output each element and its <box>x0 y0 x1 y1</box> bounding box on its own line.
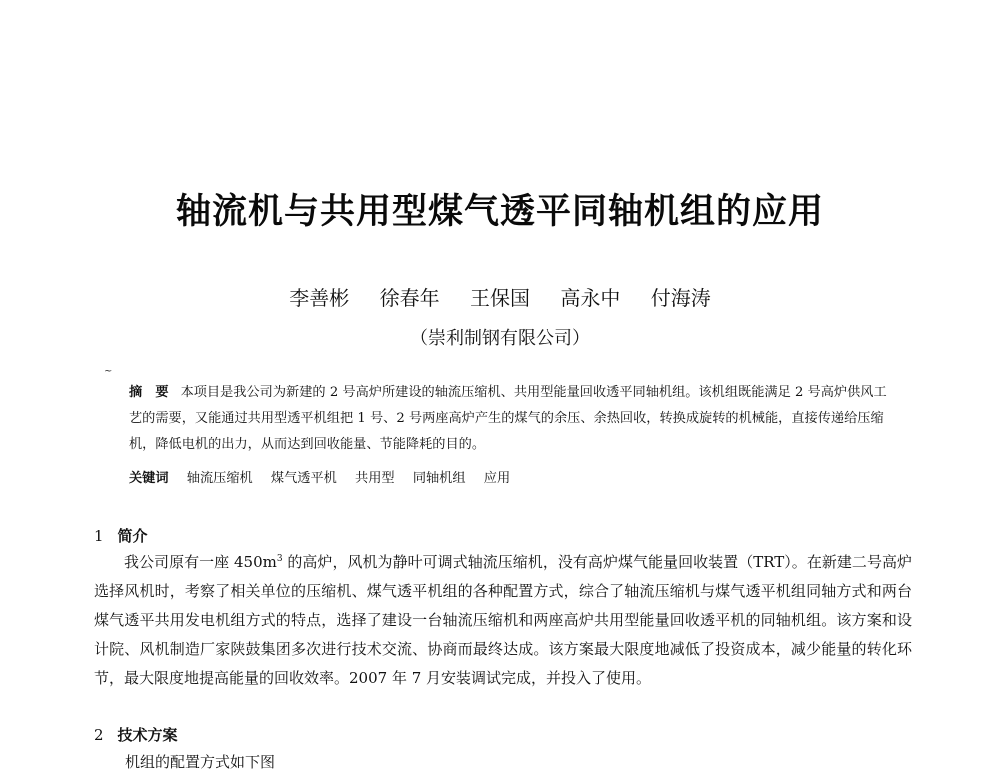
section-title: 简介 <box>117 527 148 545</box>
author-name: 付海涛 <box>650 286 711 310</box>
keyword: 应用 <box>483 471 511 486</box>
paper-title: 轴流机与共用型煤气透平同轴机组的应用 <box>175 192 824 232</box>
author-name: 高永中 <box>560 286 621 310</box>
keyword: 同轴机组 <box>412 471 466 486</box>
abstract <box>129 380 889 458</box>
abstract-label: 摘 要 <box>129 385 169 400</box>
section-number: 2 <box>94 726 104 744</box>
author-name: 李善彬 <box>289 286 350 310</box>
affiliation: （崇利制钢有限公司） <box>410 328 590 349</box>
keyword: 轴流压缩机 <box>186 471 253 486</box>
keywords-label: 关键词 <box>129 471 169 486</box>
paragraph-text: 的高炉，风机为静叶可调式轴流压缩机，没有高炉煤气能量回收装置（TRT）。在新建二号高炉选择风机时，考察了相关单位的压缩机、煤气透平机组的各种配置方式，综合了轴流压缩机与煤气透平机组同轴方式和两台煤气透平共用发电机组方式的特点，选择了建设一台轴流压缩机和两座高炉共用型能量回收透平机的同轴机组。该方案和设计院、风机制造厂家陕鼓集团多次进行技术交流、协商而最终达成。该方案最大限度地减低了投资成本，减少能量的转化环节，最大限度地提高能量的回收效率。2007 年 7 月安装调试完成，并投入了使用。 <box>94 553 913 687</box>
section-number: 1 <box>94 527 104 545</box>
section-heading <box>94 724 178 745</box>
author-name: 王保国 <box>470 286 530 310</box>
section-paragraph <box>94 548 912 693</box>
author-name: 徐春年 <box>379 286 440 310</box>
paragraph-text: 我公司原有一座 450m <box>124 553 277 571</box>
abstract-text: 本项目是我公司为新建的 2 号高炉所建设的轴流压缩机、共用型能量回收透平同轴机组。该机组既能满足 2 号高炉供风工艺的需要，又能通过共用型透平机组把 1 号、2 号两座高炉产生的煤气的余压、余热回收，转换成旋转的机械能，直接传递给压缩机，降低电机的出力，从而达到回收能量、节能降耗的目的。 <box>129 385 887 452</box>
keywords <box>129 468 889 490</box>
keyword: 共用型 <box>355 471 395 486</box>
section-title: 技术方案 <box>117 726 178 744</box>
author-list <box>0 282 1000 311</box>
scan-mark: ~ <box>104 366 113 377</box>
superscript: 3 <box>276 554 283 564</box>
keyword: 煤气透平机 <box>270 471 337 486</box>
section-heading <box>94 525 148 546</box>
section-paragraph-cutoff: 机组的配置方式如下图 <box>125 753 276 771</box>
